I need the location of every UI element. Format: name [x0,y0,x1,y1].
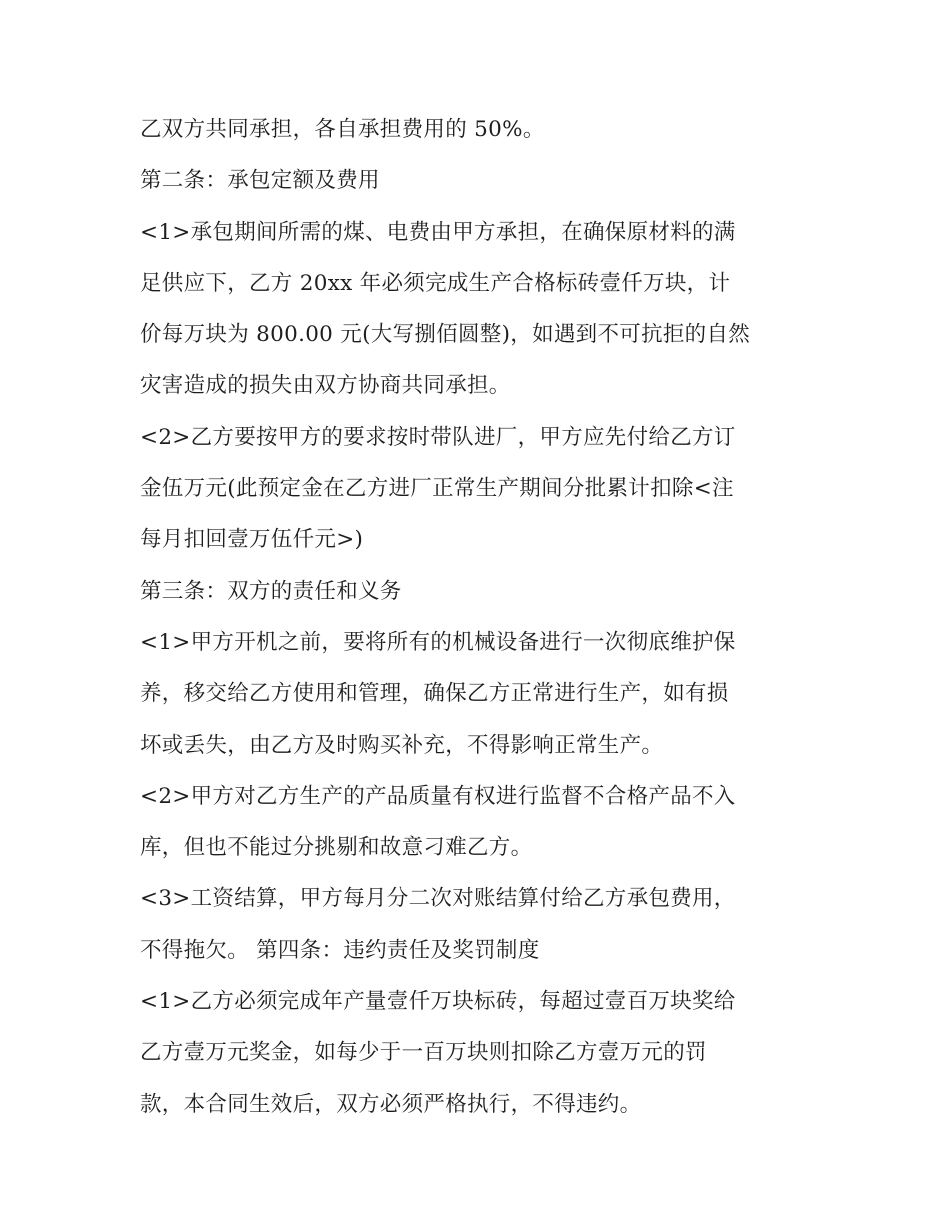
text-line: 坏或丢失，由乙方及时购买补充，不得影响正常生产。 [140,732,664,758]
text-line: 金伍万元(此预定金在乙方进厂正常生产期间分批累计扣除<注 [140,476,734,502]
text-line: 不得拖欠。 第四条：违约责任及奖罚制度 [140,937,540,963]
text-line: 乙方壹万元奖金，如每少于一百万块则扣除乙方壹万元的罚 [140,1040,707,1066]
text-line: 乙双方共同承担，各自承担费用的 50%。 [140,117,545,142]
text-line: <3>工资结算，甲方每月分二次对账结算付给乙方承包费用， [140,886,736,912]
text-line: 库，但也不能过分挑剔和故意刁难乙方。 [140,835,533,861]
text-line: 灾害造成的损失由双方协商共同承担。 [140,373,511,399]
section-heading-article-2: 第二条：承包定额及费用 [140,168,380,194]
contract-text [140,104,820,1130]
text-line: 款，本合同生效后，双方必须严格执行，不得违约。 [140,1091,642,1117]
text-line: <2>甲方对乙方生产的产品质量有权进行监督不合格产品不入 [140,783,736,809]
text-line: 养，移交给乙方使用和管理，确保乙方正常进行生产，如有损 [140,681,729,707]
text-line: <1>承包期间所需的煤、电费由甲方承担，在确保原材料的满 [140,219,736,245]
text-line: 价每万块为 800.00 元(大写捌佰圆整)，如遇到不可抗拒的自然 [140,322,751,348]
text-line: 每月扣回壹万伍仟元>) [140,527,364,553]
text-line: <1>甲方开机之前，要将所有的机械设备进行一次彻底维护保 [140,629,736,655]
text-line: <1>乙方必须完成年产量壹仟万块标砖，每超过壹百万块奖给 [140,989,736,1015]
section-heading-article-3: 第三条：双方的责任和义务 [140,578,402,604]
text-line: <2>乙方要按甲方的要求按时带队进厂，甲方应先付给乙方订 [140,424,736,450]
text-line: 足供应下，乙方 20xx 年必须完成生产合格标砖壹仟万块，计 [140,270,731,296]
